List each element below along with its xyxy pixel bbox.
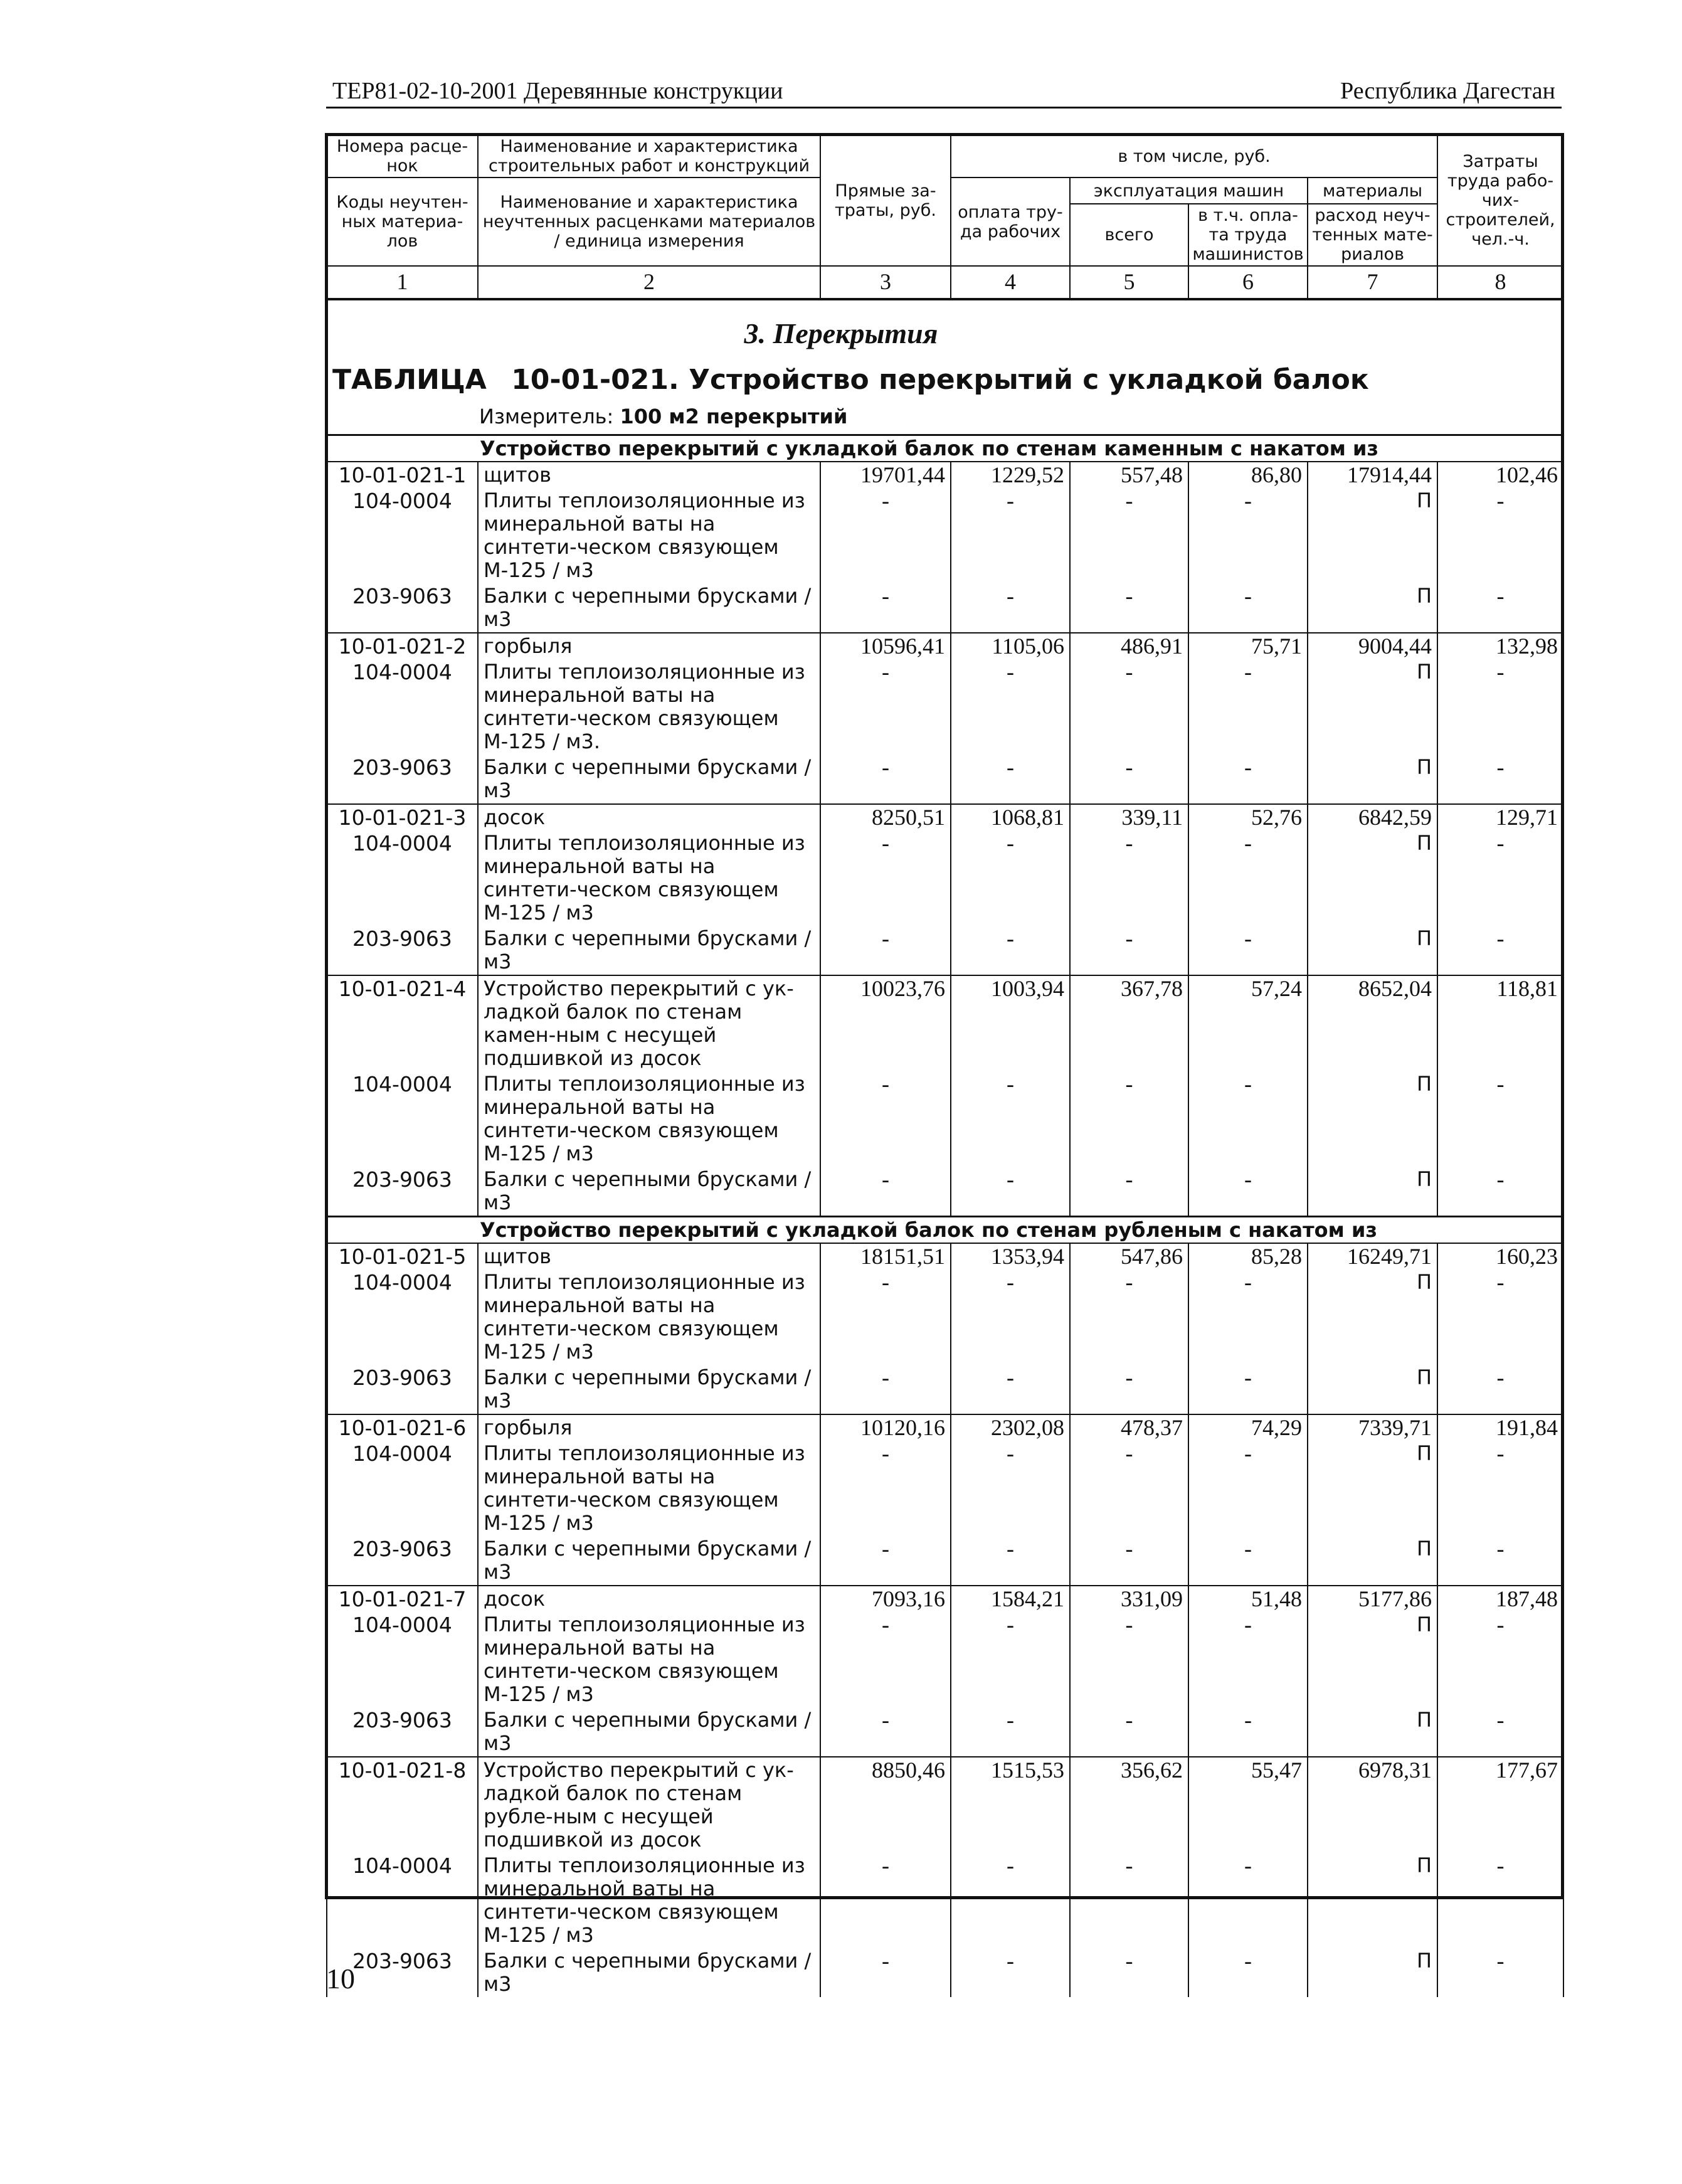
rate-row [327,462,1563,488]
direct-cost: - [820,1270,951,1365]
measure-value: 100 м2 перекрытий [620,405,848,428]
direct-cost: - [820,1365,951,1414]
labor-cost: - [951,1612,1070,1707]
machinist-cost: 52,76 [1188,804,1308,830]
column-number-3: 3 [820,266,951,299]
materials-cost: П [1308,755,1437,804]
rate-code: 10-01-021-8 [327,1757,478,1853]
labor-hours: - [1437,1441,1563,1536]
rate-row [327,975,1563,1071]
material-name: Балки с черепными брусками / м3 [478,1536,820,1586]
header-col4: оплата тру-да рабочих [951,178,1070,266]
labor-hours: 191,84 [1437,1414,1563,1441]
machines-cost: - [1070,1948,1188,1997]
rate-row [327,1586,1563,1612]
labor-hours: - [1437,583,1563,633]
materials-cost: П [1308,926,1437,975]
machines-cost: - [1070,830,1188,926]
rate-name: досок [478,804,820,830]
materials-cost: П [1308,1536,1437,1586]
column-number-6: 6 [1188,266,1308,299]
direct-cost: - [820,659,951,755]
machines-cost: - [1070,488,1188,583]
labor-cost: - [951,755,1070,804]
machines-cost: - [1070,1612,1188,1707]
table-title [332,364,1369,396]
material-code: 203-9063 [327,583,478,633]
labor-hours: - [1437,1612,1563,1707]
machines-cost: - [1070,1707,1188,1757]
labor-cost: - [951,659,1070,755]
direct-cost: - [820,755,951,804]
material-row [327,488,1563,583]
column-number-7: 7 [1308,266,1437,299]
material-code: 104-0004 [327,659,478,755]
material-code: 203-9063 [327,1707,478,1757]
material-row [327,1612,1563,1707]
labor-cost: 1353,94 [951,1243,1070,1270]
labor-hours: - [1437,1948,1563,1997]
material-row [327,1536,1563,1586]
material-code: 104-0004 [327,1071,478,1167]
machines-cost: - [1070,1365,1188,1414]
column-header-table [326,134,1564,300]
labor-hours: 160,23 [1437,1243,1563,1270]
direct-cost: - [820,488,951,583]
labor-hours: - [1437,1853,1563,1948]
material-row [327,1707,1563,1757]
machines-cost: - [1070,659,1188,755]
labor-hours: - [1437,830,1563,926]
labor-hours: - [1437,1167,1563,1217]
group-title: Устройство перекрытий с укладкой балок по стенам каменным с накатом из [327,435,1563,462]
header-col5: всего [1070,204,1188,266]
material-code: 104-0004 [327,1612,478,1707]
direct-cost: - [820,1707,951,1757]
rate-row [327,1757,1563,1853]
header-col3: Прямые за-траты, руб. [820,135,951,266]
direct-cost: 18151,51 [820,1243,951,1270]
column-number-2: 2 [478,266,820,299]
direct-cost: - [820,1071,951,1167]
rate-name: щитов [478,1243,820,1270]
labor-hours: - [1437,488,1563,583]
material-row [327,1167,1563,1217]
labor-cost: - [951,1707,1070,1757]
labor-hours: - [1437,1707,1563,1757]
direct-cost: 10596,41 [820,633,951,659]
materials-cost: 16249,71 [1308,1243,1437,1270]
rate-name: Устройство перекрытий с ук-ладкой балок по стенам рубле-ным с несущей подшивкой из досок [478,1757,820,1853]
material-row [327,659,1563,755]
materials-cost: 5177,86 [1308,1586,1437,1612]
material-row [327,926,1563,975]
material-name: Балки с черепными брусками / м3 [478,926,820,975]
materials-cost: П [1308,1365,1437,1414]
material-name: Балки с черепными брусками / м3 [478,1167,820,1217]
machines-cost: - [1070,926,1188,975]
direct-cost: - [820,1441,951,1536]
direct-cost: - [820,1612,951,1707]
header-col7: расход неуч-тенных мате-риалов [1308,204,1437,266]
materials-cost: П [1308,1707,1437,1757]
rate-code: 10-01-021-2 [327,633,478,659]
labor-cost: - [951,1948,1070,1997]
header-col1-bottom: Коды неучтен-ных материа-лов [327,178,478,266]
group-header-row [327,1217,1563,1244]
labor-hours: 187,48 [1437,1586,1563,1612]
machinist-cost: - [1188,1536,1308,1586]
labor-hours: 177,67 [1437,1757,1563,1853]
page-number: 10 [326,1963,355,1995]
direct-cost: - [820,830,951,926]
labor-hours: - [1437,1365,1563,1414]
labor-cost: 1105,06 [951,633,1070,659]
machinist-cost: - [1188,1167,1308,1217]
header-rule [326,107,1562,109]
machinist-cost: - [1188,1612,1308,1707]
materials-cost: П [1308,1612,1437,1707]
header-col8: Затраты труда рабо-чих-строителей, чел.-ч. [1437,135,1563,266]
header-col1-top: Номера расце-нок [327,135,478,178]
machinist-cost: - [1188,1948,1308,1997]
rate-row [327,1414,1563,1441]
materials-cost: П [1308,488,1437,583]
table-title-code: 10-01-021. [511,364,679,396]
material-name: Балки с черепными брусками / м3 [478,583,820,633]
materials-cost: П [1308,1071,1437,1167]
labor-hours: - [1437,755,1563,804]
materials-cost: П [1308,1441,1437,1536]
material-name: Плиты теплоизоляционные из минеральной ваты на синтети-ческом связующем М-125 / м3 [478,1270,820,1365]
machines-cost: - [1070,1167,1188,1217]
machines-cost: 557,48 [1070,462,1188,488]
rate-name: щитов [478,462,820,488]
rate-code: 10-01-021-6 [327,1414,478,1441]
material-code: 104-0004 [327,1270,478,1365]
direct-cost: - [820,1948,951,1997]
measure-line [479,405,847,428]
material-code: 104-0004 [327,830,478,926]
rate-row [327,633,1563,659]
material-code: 203-9063 [327,1365,478,1414]
machinist-cost: - [1188,488,1308,583]
direct-cost: 7093,16 [820,1586,951,1612]
rate-row [327,1243,1563,1270]
measure-label: Измеритель: [479,405,614,428]
materials-cost: 6842,59 [1308,804,1437,830]
rate-code: 10-01-021-3 [327,804,478,830]
machinist-cost: - [1188,926,1308,975]
material-code: 203-9063 [327,1948,478,1997]
labor-hours: - [1437,1071,1563,1167]
material-row [327,830,1563,926]
rate-code: 10-01-021-4 [327,975,478,1071]
machines-cost: - [1070,1853,1188,1948]
rate-name: Устройство перекрытий с ук-ладкой балок по стенам камен-ным с несущей подшивкой из досок [478,975,820,1071]
direct-cost: - [820,1853,951,1948]
machines-cost: 339,11 [1070,804,1188,830]
materials-cost: 9004,44 [1308,633,1437,659]
material-name: Плиты теплоизоляционные из минеральной ваты на синтети-ческом связующем М-125 / м3 [478,1071,820,1167]
labor-cost: - [951,1365,1070,1414]
materials-cost: П [1308,583,1437,633]
machinist-cost: - [1188,1853,1308,1948]
machines-cost: 547,86 [1070,1243,1188,1270]
machinist-cost: 55,47 [1188,1757,1308,1853]
materials-cost: 7339,71 [1308,1414,1437,1441]
header-materials-label: материалы [1308,178,1437,204]
labor-hours: - [1437,926,1563,975]
machinist-cost: - [1188,1441,1308,1536]
materials-cost: П [1308,830,1437,926]
machinist-cost: - [1188,583,1308,633]
labor-cost: - [951,488,1070,583]
material-name: Плиты теплоизоляционные из минеральной ваты на синтети-ческом связующем М-125 / м3 [478,1853,820,1948]
labor-cost: - [951,926,1070,975]
rate-name: горбыля [478,1414,820,1441]
machinist-cost: 51,48 [1188,1586,1308,1612]
material-name: Плиты теплоизоляционные из минеральной ваты на синтети-ческом связующем М-125 / м3 [478,1441,820,1536]
group-header-row [327,435,1563,462]
labor-cost: - [951,1853,1070,1948]
rate-row [327,804,1563,830]
direct-cost: - [820,1167,951,1217]
table-title-label: ТАБЛИЦА [332,364,487,396]
header-machines-label: эксплуатация машин [1070,178,1308,204]
material-name: Балки с черепными брусками / м3 [478,1948,820,1997]
materials-cost: П [1308,1167,1437,1217]
labor-cost: 2302,08 [951,1414,1070,1441]
material-row [327,1948,1563,1997]
labor-cost: - [951,1270,1070,1365]
machines-cost: - [1070,1536,1188,1586]
material-code: 104-0004 [327,488,478,583]
machines-cost: - [1070,583,1188,633]
machinist-cost: 74,29 [1188,1414,1308,1441]
header-col2-bottom: Наименование и характеристика неучтенных расценками материалов / единица измерения [478,178,820,266]
labor-cost: 1515,53 [951,1757,1070,1853]
group-title: Устройство перекрытий с укладкой балок по стенам рубленым с накатом из [327,1217,1563,1244]
materials-cost: 6978,31 [1308,1757,1437,1853]
labor-hours: 102,46 [1437,462,1563,488]
material-name: Балки с черепными брусками / м3 [478,1365,820,1414]
column-number-5: 5 [1070,266,1188,299]
machinist-cost: - [1188,1707,1308,1757]
machinist-cost: 86,80 [1188,462,1308,488]
machinist-cost: - [1188,659,1308,755]
table-title-name: Устройство перекрытий с укладкой балок [689,364,1369,396]
machines-cost: 356,62 [1070,1757,1188,1853]
labor-cost: 1068,81 [951,804,1070,830]
header-group-label: в том числе, руб. [951,135,1437,178]
materials-cost: П [1308,1270,1437,1365]
labor-cost: - [951,830,1070,926]
machines-cost: - [1070,1071,1188,1167]
header-col2-top: Наименование и характеристика строительных работ и конструкций [478,135,820,178]
region-name: Республика Дагестан [1340,78,1555,104]
materials-cost: 8652,04 [1308,975,1437,1071]
header-col6: в т.ч. опла-та труда машинистов [1188,204,1308,266]
machinist-cost: 75,71 [1188,633,1308,659]
labor-cost: 1003,94 [951,975,1070,1071]
material-name: Плиты теплоизоляционные из минеральной ваты на синтети-ческом связующем М-125 / м3. [478,659,820,755]
machines-cost: - [1070,1270,1188,1365]
direct-cost: 8250,51 [820,804,951,830]
labor-cost: - [951,1441,1070,1536]
direct-cost: 8850,46 [820,1757,951,1853]
rate-code: 10-01-021-7 [327,1586,478,1612]
rate-code: 10-01-021-1 [327,462,478,488]
direct-cost: - [820,1536,951,1586]
labor-hours: - [1437,1270,1563,1365]
machines-cost: - [1070,1441,1188,1536]
material-row [327,755,1563,804]
labor-cost: 1229,52 [951,462,1070,488]
labor-cost: - [951,1167,1070,1217]
labor-cost: 1584,21 [951,1586,1070,1612]
material-name: Балки с черепными брусками / м3 [478,1707,820,1757]
material-row [327,1270,1563,1365]
column-number-1: 1 [327,266,478,299]
machinist-cost: 85,28 [1188,1243,1308,1270]
material-code: 203-9063 [327,1536,478,1586]
material-code: 104-0004 [327,1441,478,1536]
labor-hours: - [1437,1536,1563,1586]
material-row [327,1853,1563,1948]
labor-hours: 118,81 [1437,975,1563,1071]
materials-cost: 17914,44 [1308,462,1437,488]
running-header [326,72,1562,110]
direct-cost: 10023,76 [820,975,951,1071]
labor-hours: 129,71 [1437,804,1563,830]
material-name: Плиты теплоизоляционные из минеральной ваты на синтети-ческом связующем М-125 / м3 [478,830,820,926]
direct-cost: - [820,926,951,975]
material-name: Балки с черепными брусками / м3 [478,755,820,804]
machines-cost: 478,37 [1070,1414,1188,1441]
material-row [327,1071,1563,1167]
machines-cost: 367,78 [1070,975,1188,1071]
machinist-cost: - [1188,1365,1308,1414]
machines-cost: 486,91 [1070,633,1188,659]
rate-code: 10-01-021-5 [327,1243,478,1270]
labor-hours: - [1437,659,1563,755]
materials-cost: П [1308,659,1437,755]
labor-cost: - [951,1536,1070,1586]
machines-cost: - [1070,755,1188,804]
column-number-8: 8 [1437,266,1563,299]
material-code: 203-9063 [327,1167,478,1217]
materials-cost: П [1308,1948,1437,1997]
material-name: Плиты теплоизоляционные из минеральной ваты на синтети-ческом связующем М-125 / м3 [478,488,820,583]
machinist-cost: - [1188,1270,1308,1365]
material-name: Плиты теплоизоляционные из минеральной ваты на синтети-ческом связующем М-125 / м3 [478,1612,820,1707]
direct-cost: - [820,583,951,633]
document-code: ТЕР81-02-10-2001 Деревянные конструкции [332,78,783,104]
material-row [327,1441,1563,1536]
machinist-cost: 57,24 [1188,975,1308,1071]
rates-table [326,434,1564,1997]
machinist-cost: - [1188,1071,1308,1167]
labor-hours: 132,98 [1437,633,1563,659]
machines-cost: 331,09 [1070,1586,1188,1612]
material-row [327,583,1563,633]
labor-cost: - [951,583,1070,633]
material-code: 104-0004 [327,1853,478,1948]
column-number-4: 4 [951,266,1070,299]
machinist-cost: - [1188,830,1308,926]
section-title: 3. Перекрытия [744,317,938,349]
machinist-cost: - [1188,755,1308,804]
labor-cost: - [951,1071,1070,1167]
material-row [327,1365,1563,1414]
column-numbers-row [327,266,1563,299]
direct-cost: 19701,44 [820,462,951,488]
rate-name: досок [478,1586,820,1612]
rate-name: горбыля [478,633,820,659]
materials-cost: П [1308,1853,1437,1948]
direct-cost: 10120,16 [820,1414,951,1441]
material-code: 203-9063 [327,755,478,804]
material-code: 203-9063 [327,926,478,975]
